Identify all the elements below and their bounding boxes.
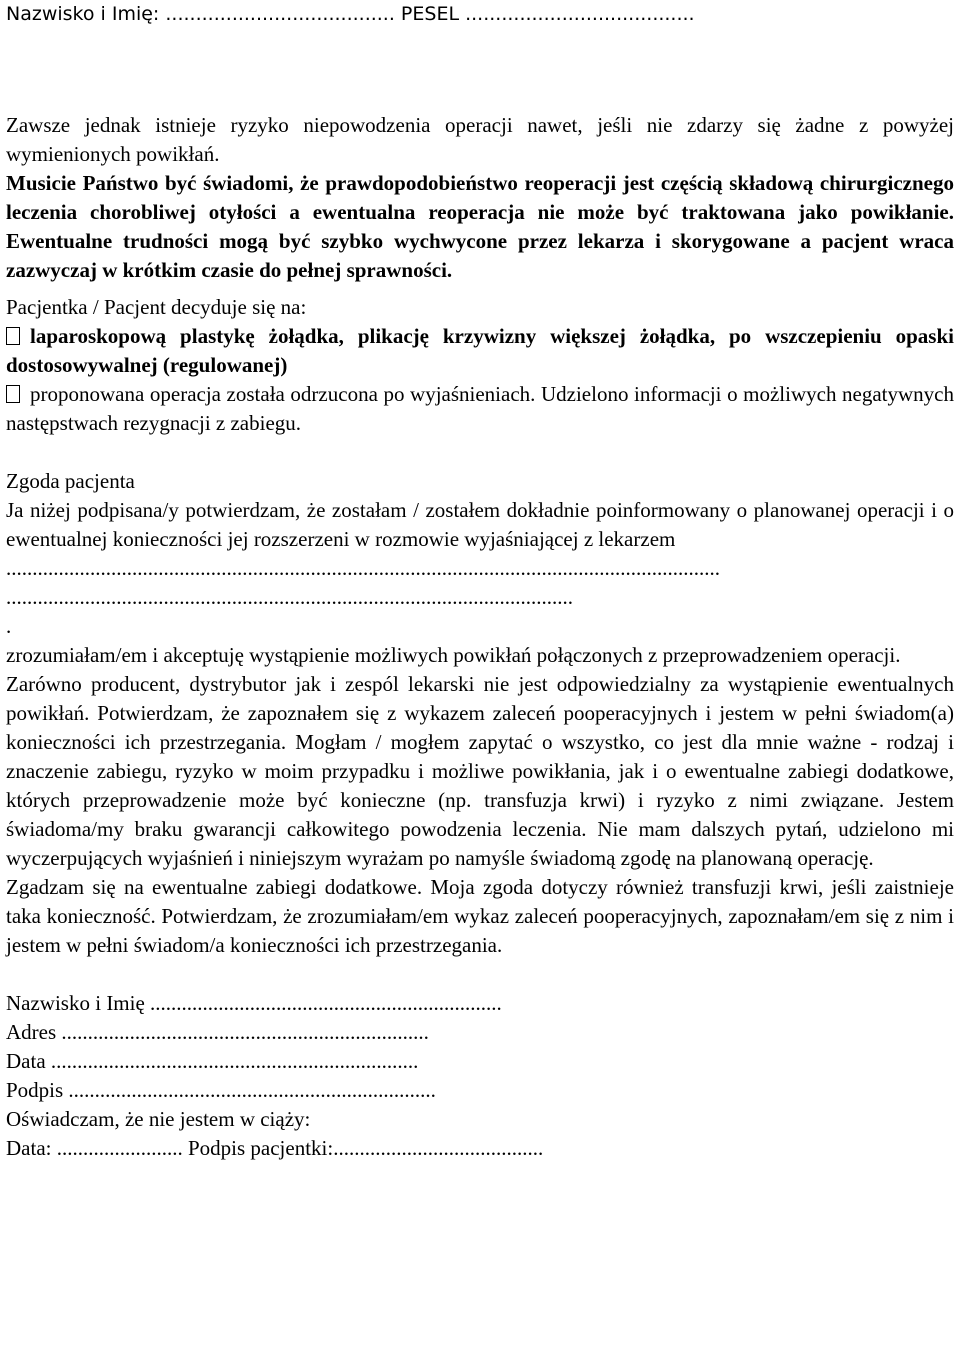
consent-heading: Zgoda pacjenta: [6, 469, 135, 493]
risk-paragraph-2: Musicie Państwo być świadomi, że prawdopodobieństwo reoperacji jest częścią składową chirurgicznego leczenia chorobliwej otyłości a ewentualna reoperacja nie może być traktowana jako powikłanie. Ewentualne trudności mogą być szybko wychwycone przez lekarza i skorygowane a pacjent wraca zazwyczaj w krótkim czasie do pełnej sprawności.: [6, 171, 954, 282]
name-label: Nazwisko i Imię:: [6, 3, 160, 25]
patient-header: [6, 0, 954, 28]
consent-paragraph-2: zrozumiałam/em i akceptuję wystąpienie możliwych powikłań połączonych z przeprowadzeniem operacji.: [6, 643, 901, 667]
risk-paragraph-1: Zawsze jednak istnieje ryzyko niepowodzenia operacji nawet, jeśli nie zdarzy się żadne z powyżej wymienionych powikłań.: [6, 113, 954, 166]
consent-form-page: [6, 0, 954, 1163]
pesel-dots: ......................................: [459, 3, 695, 25]
consent-paragraph-1: Ja niżej podpisana/y potwierdzam, że zostałam / zostałem dokładnie poinformowany o planowanej operacji i o ewentualnej konieczności jej rozszerzeni w rozmowie wyjaśniającej z lekarzem: [6, 498, 954, 551]
consent-dots-2: ............................................................................................................: [6, 585, 573, 609]
consent-dots-1: ........................................................................................................................................: [6, 556, 720, 580]
checkbox-option-1[interactable]: [6, 327, 20, 345]
signature-sign-field: Podpis ......................................................................: [6, 1078, 436, 1102]
consent-paragraph-4: Zgadzam się na ewentualne zabiegi dodatkowe. Moja zgoda dotyczy również transfuzji krwi, jeśli zaistnieje taka konieczność. Potwierdzam, że zrozumiałam/em wykaz zaleceń pooperacyjnych, zapoznałam/em się z nim i jestem w pełni świadom/a konieczności ich przestrzegania.: [6, 875, 954, 957]
option-1-text: laparoskopową plastykę żołądka, plikację krzywizny większej żołądka, po wszczepieniu opaski dostosowywalnej (regulowanej): [6, 324, 954, 377]
option-2-text: proponowana operacja została odrzucona po wyjaśnieniach. Udzielono informacji o możliwych negatywnych następstwach rezygnacji z zabiegu.: [6, 382, 954, 435]
checkbox-option-2[interactable]: [6, 385, 20, 403]
signature-address-field: Adres ......................................................................: [6, 1020, 429, 1044]
pregnancy-statement: Oświadczam, że nie jestem w ciąży:: [6, 1107, 311, 1131]
pesel-label: PESEL: [394, 3, 460, 25]
decision-option-1: [6, 322, 954, 380]
consent-dot-3: .: [6, 614, 12, 638]
signature-name-field: Nazwisko i Imię ...................................................................: [6, 991, 502, 1015]
final-date-signature-field: Data: ........................ Podpis pacjentki:........................................: [6, 1136, 544, 1160]
consent-paragraph-3: Zarówno producent, dystrybutor jak i zespól lekarski nie jest odpowiedzialny za wystąpienie ewentualnych powikłań. Potwierdzam, że zapoznałem się z wykazem zaleceń pooperacyjnych i jestem w pełni świadom(a) konieczności ich przestrzegania. Mogłam / mogłem zapytać o wszystko, co jest dla mnie ważne - rodzaj i znaczenie zabiegu, ryzyko w moim przypadku i możliwe powikłania, jak i o ewentualne zabiegi dodatkowe, których przeprowadzenie może być konieczne (np. transfuzja krwi) i ryzyko z nimi związane. Jestem świadoma/my braku gwarancji całkowitego powodzenia leczenia. Nie mam dalszych pytań, udzielono mi wyczerpujących wyjaśnień i niniejszym wyrażam po namyśle świadomą zgodę na planowaną operację.: [6, 672, 954, 870]
decision-intro: Pacjentka / Pacjent decyduje się na:: [6, 295, 307, 319]
signature-date-field: Data ......................................................................: [6, 1049, 419, 1073]
name-dots: ......................................: [159, 3, 395, 25]
decision-option-2: [6, 380, 954, 438]
